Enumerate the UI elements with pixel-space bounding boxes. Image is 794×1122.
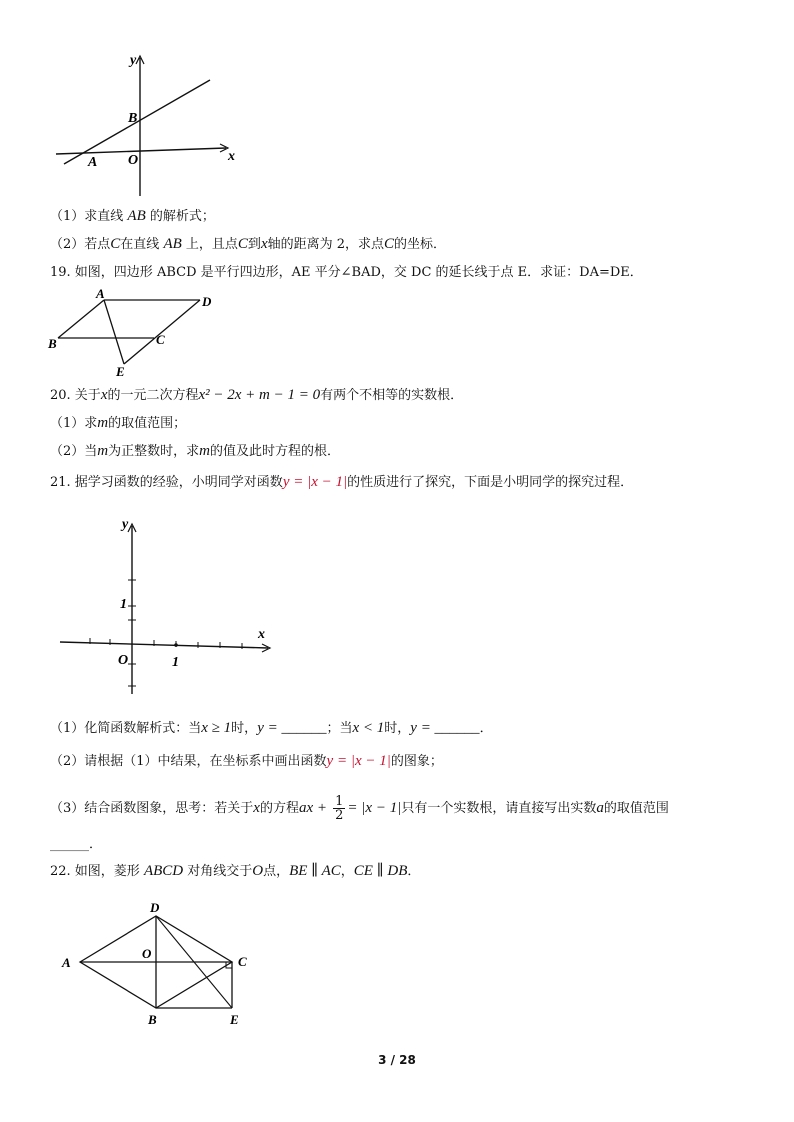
fig21-label-y: y [122,517,129,532]
fig22-label-c: C [238,954,247,969]
q21-part1: （1）化简函数解析式：当x ≥ 1时，y = ______；当x < 1时，y = ______． [50,720,493,736]
q20-part2: （2）当m为正整数时，求m的值及此时方程的根． [50,443,340,459]
figure-22-rhombus [60,898,260,1032]
figure-21-coordinate-axes [56,514,276,698]
fig18-label-o: O [128,153,139,168]
fig18-label-b: B [128,111,138,126]
q21-text: 21. 据学习函数的经验，小明同学对函数y = |x − 1|的性质进行了探究，下面是小明同学的探究过程． [50,474,634,490]
fig18-label-y: y [130,53,137,68]
q22-text: 22. 如图，菱形 ABCD 对角线交于O点，BE ∥ AC，CE ∥ DB． [50,863,421,879]
fig19-label-e: E [116,364,125,378]
q19-text: 19. 如图，四边形 ABCD 是平行四边形，AE 平分∠BAD，交 DC 的延长线于点 E．求证：DA=DE． [50,265,643,280]
fig21-label-1-x: 1 [172,655,179,670]
fig18-label-x: x [228,149,235,164]
fig21-label-o: O [118,653,129,668]
fig19-label-b: B [48,336,57,351]
fig22-label-d: D [150,900,160,915]
q21-part2: （2）请根据（1）中结果，在坐标系中画出函数y = |x − 1|的图象； [50,753,443,769]
q21-part3: （3）结合函数图象，思考：若关于x的方程ax + $\frac{1}{2}$ = |x − 1|只有一个实数根，请直接写出实数a的取值范围 [50,794,669,823]
q18-part1: （1）求直线 AB 的解析式； [50,208,215,224]
figure-19-parallelogram [46,286,226,378]
fig22-label-o: O [142,946,152,961]
fig22-label-a: A [62,955,71,970]
fig19-label-d: D [202,294,212,309]
q21-answer-blank: ______． [50,837,103,852]
fig22-label-e: E [230,1012,239,1027]
fig19-label-c: C [156,332,165,347]
fig22-label-b: B [148,1012,157,1027]
fig21-label-x: x [258,627,265,642]
q20-part1: （1）求m的取值范围； [50,415,187,431]
fig21-label-1-y: 1 [120,597,127,612]
q20-text: 20. 关于x的一元二次方程x² − 2x + m − 1 = 0有两个不相等的实数根． [50,387,464,403]
page-number: 3 / 28 [378,1053,416,1067]
figure-18-coordinate-graph [50,44,250,200]
fig19-label-a: A [96,286,105,301]
q18-part2: （2）若点C在直线 AB 上，且点C到x轴的距离为 2，求点C的坐标． [50,236,447,252]
fig18-label-a: A [88,155,98,170]
